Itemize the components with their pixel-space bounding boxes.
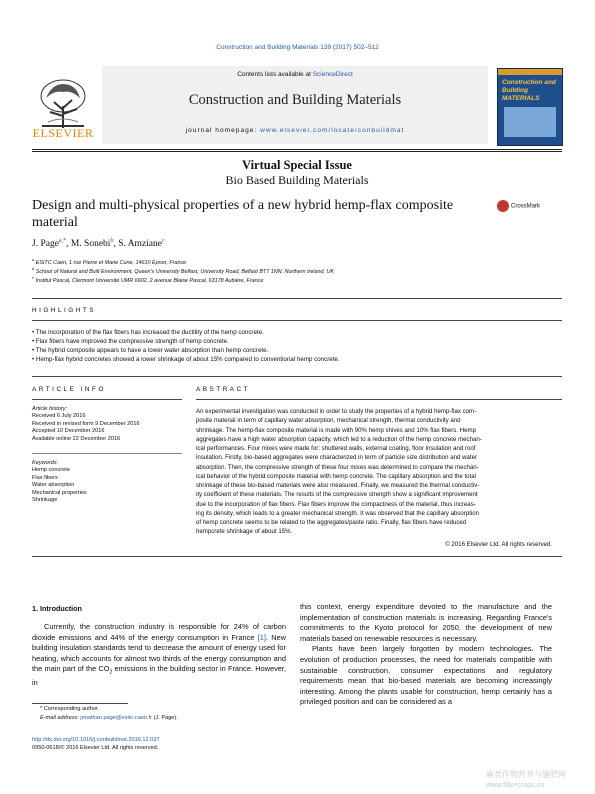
affiliation-sup: c: [32, 275, 34, 280]
publisher-logo-text: ELSEVIER: [32, 126, 94, 140]
article-title: Design and multi-physical properties of a new hybrid hemp-flax composite material: [32, 198, 454, 230]
cover-title: Construction and Building MATERIALS: [502, 79, 556, 102]
watermark: 麻类作物营养与施肥网: [486, 770, 566, 779]
section-rule: [32, 320, 562, 321]
corresponding-author-note: * Corresponding author.: [40, 706, 100, 712]
abstract-line: ity coefficient of these materials. The results of the compressive strength show a significant improvement: [196, 491, 478, 499]
abstract-line: ical behavior of the hybrid composite material with hemp concrete. The capillary absorption and the total: [196, 472, 477, 480]
journal-citation[interactable]: Construction and Building Materials 139 (2017) 502–512: [216, 44, 379, 51]
intro-left-column: [32, 622, 286, 689]
section-heading-introduction: 1. Introduction: [32, 604, 82, 613]
abstract-line: ical performances. Four mixes were made for: shuttered walls, external coating, floor insulation and roof: [196, 445, 476, 452]
keyword[interactable]: Water absorption: [32, 482, 75, 489]
keyword[interactable]: Flax fibers: [32, 474, 58, 481]
abstract-line: shrinkage. The hemp-flax composite material is made with 90% hemp shives and 10% flax fibers. Hemp: [196, 426, 476, 434]
intro-paragraph: Plants have been largely forgotten by modern technologies. The evolution of production processes, the need for materials compatible with sustainable construction, consumer expectations and regulatory requirements mean that bio-based materials are becoming increasingly interesting. Among the plants usable for construction, hemp certainly has a privileged position and can be considered as a: [300, 644, 552, 707]
intro-paragraph: this context, energy expenditure devoted to the manufacture and the implementation of construction materials is increasing. Regarding France's commitments to the Kyoto protocol for 2050, the development of new materials based on renewable resources is necessary.: [300, 602, 552, 643]
highlight-item: • The incorporation of the flax fibers has increased the ductility of the hemp concrete.: [32, 329, 264, 336]
abstract-line: hempcrete shrinkage of about 15%.: [196, 528, 293, 536]
history-entry: Received 6 July 2016: [32, 413, 86, 420]
article-info-heading: ARTICLE INFO: [32, 386, 106, 393]
highlight-item: • Flax fibers have improved the compressive strength of hemp concrete.: [32, 338, 229, 345]
journal-homepage: [102, 127, 488, 134]
affiliation-text: Institut Pascal, Clermont Université UMR 6602, 2 avenue Blaise Pascal, 63178 Aubière, France: [35, 277, 264, 284]
author-name[interactable]: M. Sonebi: [70, 239, 111, 250]
section-rule: [32, 453, 182, 454]
cover-image: [504, 107, 556, 137]
abstract-line: ing its density, which leads to a greater mechanical strength. It was observed that the capillary absorption: [196, 509, 480, 517]
email-note: [40, 715, 178, 721]
cover-band: [498, 69, 562, 75]
keyword[interactable]: Hemp concrete: [32, 467, 70, 474]
doi-link[interactable]: http://dx.doi.org/10.1016/j.conbuildmat.2016.12.037: [32, 737, 160, 743]
abstract-heading: ABSTRACT: [196, 386, 251, 393]
affiliation-sup: a: [32, 257, 35, 262]
crossmark-button[interactable]: [497, 200, 557, 214]
contents-prefix: Contents lists available at: [237, 71, 313, 78]
homepage-prefix: journal homepage:: [185, 127, 261, 134]
crossmark-icon: [497, 200, 509, 212]
abstract-line: An experimental investigation was conducted in order to study the properties of a hybrid hemp-flax com-: [196, 408, 477, 415]
homepage-link[interactable]: www.elsevier.com/locate/conbuildmat: [260, 127, 405, 134]
special-issue-subtitle: Bio Based Building Materials: [225, 173, 369, 187]
email-label: E-mail address:: [40, 715, 81, 721]
reference-link[interactable]: [1]: [257, 632, 266, 642]
abstract-body: [196, 407, 552, 537]
abstract-line: aggregates have a high water absorption capacity, which led to a reduction of the hemp concrete mechan-: [196, 435, 482, 443]
abstract-line: posite material in term of capillary water absorption, mechanical strength, thermal conductivity and: [196, 417, 461, 425]
abstract-copyright: © 2016 Elsevier Ltd. All rights reserved.: [445, 541, 552, 548]
email-link[interactable]: jonathan.page@esitc-caen.fr: [80, 715, 153, 721]
article-history: [32, 406, 182, 443]
section-rule: [32, 298, 562, 299]
intro-right-column: [300, 602, 552, 708]
abstract-line: absorption. Then, the compressive strength of these four mixes was determined to compare the mechan-: [196, 463, 479, 471]
header-rule: [32, 151, 562, 152]
history-entry: Available online 22 December 2016: [32, 435, 121, 442]
abstract-line: due to the incorporation of flax fibers. Flax fibers improve the compactness of the material, thus increas-: [196, 500, 476, 508]
watermark: www.fibercrops.cn: [486, 780, 545, 789]
affiliation: [32, 257, 186, 266]
contents-line: [102, 71, 488, 78]
abstract-line: insulation. Firstly, bio-based aggregates were characterized in term of particle size distribution and water: [196, 454, 478, 462]
affiliation: [32, 266, 334, 275]
footnote-rule: [32, 703, 128, 704]
keywords-label: Keywords:: [32, 460, 59, 466]
section-rule: [32, 399, 182, 400]
abstract-line: shrinkage of these bio-based materials were also measured. Finally, we measured the thermal conductiv-: [196, 482, 480, 489]
intro-paragraph: Currently, the construction industry is responsible for 24% of carbon dioxide emissions and 44% of the energy consumption in France [1]. New building insulation standards tend to decrease the amount of energy used for heating, which accounts for almost two thirds of the energy consumption and the main part of the $CO_2$ emissions in the building sector in France. However, in: [32, 622, 287, 688]
affiliation-sup: b: [32, 266, 35, 271]
affiliation: [32, 275, 263, 284]
highlight-item: • The hybrid composite appears to have a lower water absorption than hemp concrete.: [32, 347, 269, 354]
history-entry: Received in revised form 9 December 2016: [32, 420, 140, 427]
special-issue-title: Virtual Special Issue: [242, 158, 352, 172]
crossmark-label: CrossMark: [511, 203, 541, 210]
keywords: [32, 460, 182, 504]
journal-cover[interactable]: [497, 68, 563, 146]
history-entry: Accepted 10 December 2016: [32, 428, 105, 435]
section-rule: [32, 556, 562, 557]
author-name[interactable]: J. Page: [32, 239, 59, 250]
keyword[interactable]: Shrinkage: [32, 497, 58, 504]
history-label: Article history:: [32, 406, 68, 412]
highlights-heading: HIGHLIGHTS: [32, 307, 97, 314]
highlight-item: • Hemp-flax hybrid concretes showed a lower shrinkage of about 15% compared to conventional hemp concrete.: [32, 356, 340, 363]
author-sup[interactable]: b: [110, 238, 114, 244]
sciencedirect-link[interactable]: ScienceDirect: [312, 71, 353, 78]
header-rule: [32, 149, 562, 150]
author-name[interactable]: S. Amziane: [118, 239, 162, 250]
author-sup[interactable]: c: [162, 238, 165, 244]
author-sup[interactable]: a,*: [58, 238, 67, 244]
author-list: J. Page$^{a,*}$, M. Sonebi$^b$, S. Amziane$^c$: [32, 238, 165, 250]
section-rule: [32, 376, 562, 377]
issn-copyright: 0950-0618/© 2016 Elsevier Ltd. All rights reserved.: [32, 745, 159, 751]
journal-title: Construction and Building Materials: [188, 92, 402, 108]
abstract-line: of hemp concrete seems to be related to the aggregates/paste ratio. Finally, flax fibers have reduced: [196, 519, 467, 526]
keyword[interactable]: Mechanical properties: [32, 489, 87, 496]
email-suffix: (J. Page).: [152, 715, 178, 721]
affiliation-text: ESITC Caen, 1 rue Pierre et Marie Curie, 14610 Epron, France: [35, 259, 187, 266]
affiliation-text: School of Natural and Built Environment, Queen's University Belfast, University Road, Belfast BT7 1NN, Northern Ireland, UK: [35, 268, 334, 275]
section-rule: [196, 399, 562, 400]
